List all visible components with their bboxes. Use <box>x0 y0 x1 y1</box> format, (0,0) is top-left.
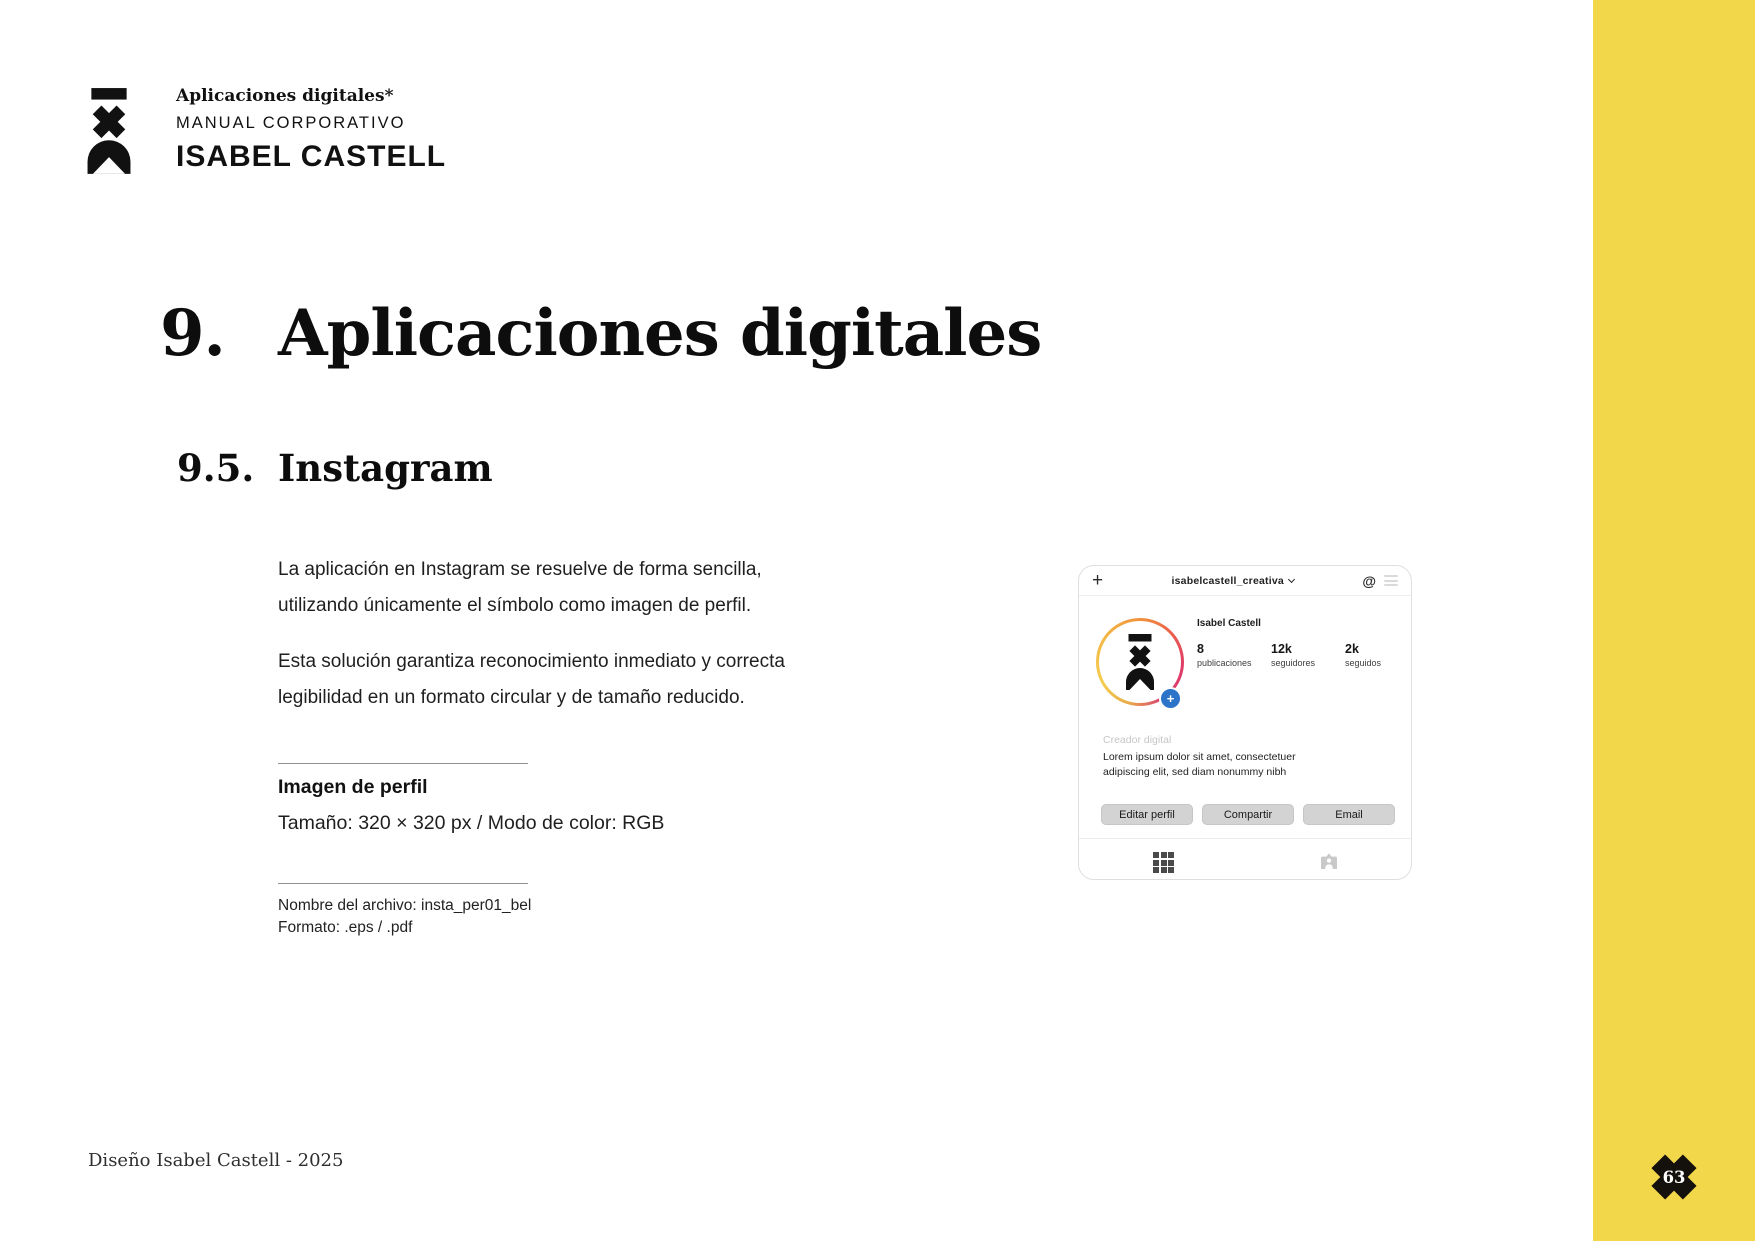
profile-avatar[interactable] <box>1096 618 1184 706</box>
brand-text-block <box>176 86 446 174</box>
profile-category: Creador digital <box>1103 734 1172 746</box>
stat-following[interactable] <box>1345 642 1419 668</box>
file-name-line: Nombre del archivo: insta_per01_bel <box>278 897 532 914</box>
subsection-heading <box>177 446 493 490</box>
instagram-profile-mockup <box>1078 565 1412 880</box>
username-menu[interactable] <box>1103 575 1362 587</box>
stat-label: publicaciones <box>1197 658 1252 668</box>
page-number: 63 <box>1662 1167 1686 1187</box>
section-title: Aplicaciones digitales <box>278 296 1042 371</box>
menu-icon[interactable] <box>1384 575 1398 586</box>
brand-subtitle: MANUAL CORPORATIVO <box>176 114 406 132</box>
plus-icon: + <box>1166 691 1175 706</box>
share-button[interactable]: Compartir <box>1202 804 1294 825</box>
spec-title: Imagen de perfil <box>278 776 428 798</box>
stat-value: 12k <box>1271 642 1292 656</box>
edit-profile-button[interactable]: Editar perfil <box>1101 804 1193 825</box>
brand-kicker: Aplicaciones digitales* <box>176 86 394 106</box>
stat-posts[interactable] <box>1197 642 1271 668</box>
email-button[interactable]: Email <box>1303 804 1395 825</box>
spec-size-line: Tamaño: 320 × 320 px / Modo de color: RGB <box>278 812 665 834</box>
mention-icon[interactable]: @ <box>1362 572 1376 589</box>
username: isabelcastell_creativa <box>1171 574 1284 587</box>
stat-value: 2k <box>1345 642 1359 656</box>
add-story-badge[interactable] <box>1159 687 1182 710</box>
yellow-sidebar <box>1593 0 1755 1241</box>
section-number: 9. <box>160 296 225 371</box>
brand-wordmark: ISABEL CASTELL <box>176 140 447 173</box>
paragraph-1: La aplicación en Instagram se resuelve de forma sencilla, utilizando únicamente el símbolo como imagen de perfil. <box>278 559 762 616</box>
paragraph-2: Esta solución garantiza reconocimiento inmediato y correcta legibilidad en un formato circular y de tamaño reducido. <box>278 651 785 708</box>
tagged-photos-icon[interactable] <box>1319 852 1339 869</box>
stat-followers[interactable] <box>1271 642 1345 668</box>
divider-rule <box>278 883 528 884</box>
bio-line: adipiscing elit, sed diam nonummy nibh <box>1103 766 1287 778</box>
top-bar-actions <box>1362 573 1398 589</box>
stat-label: seguidores <box>1271 658 1316 668</box>
section-heading <box>160 296 1041 371</box>
display-name: Isabel Castell <box>1197 618 1261 629</box>
file-format-line: Formato: .eps / .pdf <box>278 919 413 936</box>
instagram-top-bar <box>1079 566 1411 596</box>
bio-line: Lorem ipsum dolor sit amet, consectetuer <box>1103 751 1296 763</box>
stat-value: 8 <box>1197 642 1204 656</box>
isabel-castell-logo-icon <box>1125 634 1155 690</box>
profile-bio <box>1103 750 1296 780</box>
add-post-icon[interactable]: + <box>1092 570 1104 591</box>
subsection-title: Instagram <box>278 446 493 490</box>
file-info <box>278 895 531 939</box>
isabel-castell-logo-icon <box>86 88 132 174</box>
stat-label: seguidos <box>1345 658 1382 668</box>
chevron-down-icon <box>1288 575 1295 582</box>
divider-rule <box>278 763 528 764</box>
subsection-number: 9.5. <box>177 446 255 490</box>
grid-posts-icon[interactable] <box>1153 852 1174 873</box>
profile-action-buttons <box>1101 804 1395 825</box>
profile-stats <box>1197 642 1419 668</box>
page-number-badge <box>1645 1148 1703 1206</box>
profile-tab-bar <box>1079 838 1411 880</box>
footer-credit: Diseño Isabel Castell - 2025 <box>88 1150 344 1171</box>
